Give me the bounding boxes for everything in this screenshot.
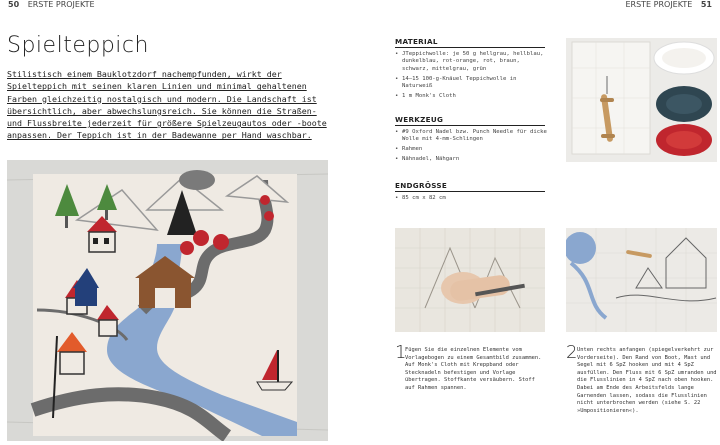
material-item: • 14–15 100-g-Knäuel Teppichwolle in Naturweiß (395, 76, 547, 91)
page-title: Spielteppich (7, 33, 149, 58)
hooking-photo (566, 228, 717, 332)
page-header-left (8, 0, 95, 9)
endgroesse-heading: ENDGRÖSSE (395, 181, 448, 190)
material-item: • 1 m Monk's Cloth (395, 93, 547, 100)
werkzeug-list (395, 129, 547, 166)
material-heading: MATERIAL (395, 37, 438, 46)
material-list (395, 51, 547, 103)
section-label-right: ERSTE PROJEKTE (625, 0, 693, 9)
step-number: 1 (395, 342, 407, 363)
endgroesse-list (395, 195, 547, 205)
werkzeug-item: • #9 Oxford Nadel bzw. Punch Needle für dicke Wolle mit 4-mm-Schlingen (395, 129, 547, 144)
page-number-left: 50 (8, 0, 20, 9)
werkzeug-item: • Rahmen (395, 146, 547, 153)
materials-photo (566, 38, 717, 162)
material-rule (395, 47, 545, 48)
intro-text: Stilistisch einem Bauklotzdorf nachempfunden, wirkt der Spielteppich mit seinen klaren Linien und minimal gehaltenen Farben gleichzeitig nostalgisch und modern. Die Landschaft ist übersichtlich, aber abwechslungsreich. Sie können die Straßen- und Flussbreite jederzeit für größere Spielzeugautos oder -boote anpassen. Der Teppich ist in der Badewanne per Hand waschbar. (7, 69, 327, 141)
werkzeug-rule (395, 125, 545, 126)
step-number: 2 (566, 342, 578, 363)
step-text: Unten rechts anfangen (spiegelverkehrt zur Vorderseite). Den Rand von Boot, Mast und Segel mit 6 SpZ hooken und mit 4 SpZ ausfüllen. Den Fluss mit 6 SpZ umranden und die Flusslinien in 4 SpZ nach oben hooken. Dabei am Ende des Arbeitsfelds lange Garnenden lassen, sodass die Flusslinien nicht unterbrochen werden (siehe S. 22 »Umpositionieren«). (577, 347, 717, 414)
page-number-right: 51 (700, 0, 712, 9)
werkzeug-heading: WERKZEUG (395, 115, 444, 124)
rug-photo (7, 160, 328, 441)
endgroesse-rule (395, 191, 545, 192)
step-text: Fügen Sie die einzelnen Elemente vom Vorlagebogen zu einem Gesamtbild zusammen. Auf Monk's Cloth mit Kreppband oder Stecknadeln befestigen und Vorlage übertragen. Stoffkante versäubern. Stoff auf Rahmen spannen. (405, 347, 542, 391)
page-header-right (625, 0, 712, 9)
section-label-left: ERSTE PROJEKTE (27, 0, 95, 9)
endgroesse-item: • 85 cm x 82 cm (395, 195, 547, 202)
intro-paragraph (7, 68, 327, 142)
material-item: • JTeppichwolle: je 50 g hellgrau, hellblau, dunkelblau, rot-orange, rot, braun, schwarz, mittelgrau, grün (395, 51, 547, 73)
tracing-photo (395, 228, 545, 332)
werkzeug-item: • Nähnadel, Nähgarn (395, 156, 547, 163)
